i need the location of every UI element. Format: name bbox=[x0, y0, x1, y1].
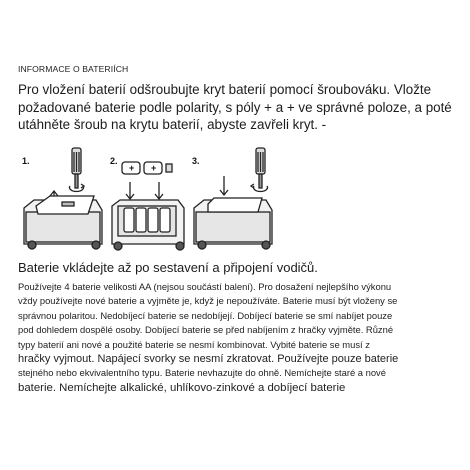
figure-number: 1. bbox=[22, 156, 30, 166]
instruction-line: Používejte 4 baterie velikosti AA (nejsou součástí balení). Pro dosažení nejlepšího výkonu bbox=[18, 281, 392, 292]
battery-cover-closing-illustration bbox=[184, 146, 284, 256]
figure-step-1 bbox=[14, 146, 114, 256]
figure-number: 3. bbox=[192, 156, 200, 166]
instruction-line: správnou polaritou. Nedobíjecí baterie se nedobíjejí. Dobíjecí baterie se smí nabíjet pouze bbox=[18, 309, 393, 321]
figure-number: 2. bbox=[110, 156, 118, 166]
instruction-line: hračky vyjmout. Napájecí svorky se nesmí zkratovat. Používejte pouze baterie bbox=[18, 353, 399, 366]
instruction-line: pod dohledem dospělé osoby. Dobíjecí baterie se před nabíjením z hračky vyjměte. Různé bbox=[18, 324, 394, 336]
instruction-line: baterie. Nemíchejte alkalické, uhlíkovo-zinkové a dobíjecí baterie bbox=[18, 381, 346, 394]
polarity-plus-right: + bbox=[151, 163, 157, 173]
subheading: Baterie vkládejte až po sestavení a připojení vodičů. bbox=[18, 260, 318, 275]
instruction-line: typy baterií ani nové a použité baterie se nesmí kombinovat. Vybité baterie se musí z bbox=[18, 338, 370, 350]
figure-step-3 bbox=[184, 146, 284, 256]
battery-instructions bbox=[18, 280, 458, 395]
instruction-line: stejného nebo ekvivalentního typu. Baterie nevhazujte do ohně. Nemíchejte staré a nové bbox=[18, 367, 386, 379]
battery-insertion-illustration bbox=[104, 146, 194, 256]
polarity-plus-left: + bbox=[129, 163, 135, 173]
instruction-line: vždy používejte nové baterie a vyjměte je, když je nepoužíváte. Baterie musí být vloženy se bbox=[18, 295, 398, 307]
figure-step-2 bbox=[104, 146, 194, 256]
battery-installation-figures bbox=[14, 146, 460, 256]
intro-paragraph: Pro vložení baterií odšroubujte kryt baterií pomocí šroubováku. Vložte požadované baterie podle polarity, s póly + a + ve správné poloze, a poté utáhněte šroub na krytu baterií, abyste zavřeli kryt. - bbox=[18, 82, 452, 132]
battery-cover-removal-illustration bbox=[14, 146, 114, 256]
section-heading: INFORMACE O BATERIÍCH bbox=[18, 64, 129, 74]
